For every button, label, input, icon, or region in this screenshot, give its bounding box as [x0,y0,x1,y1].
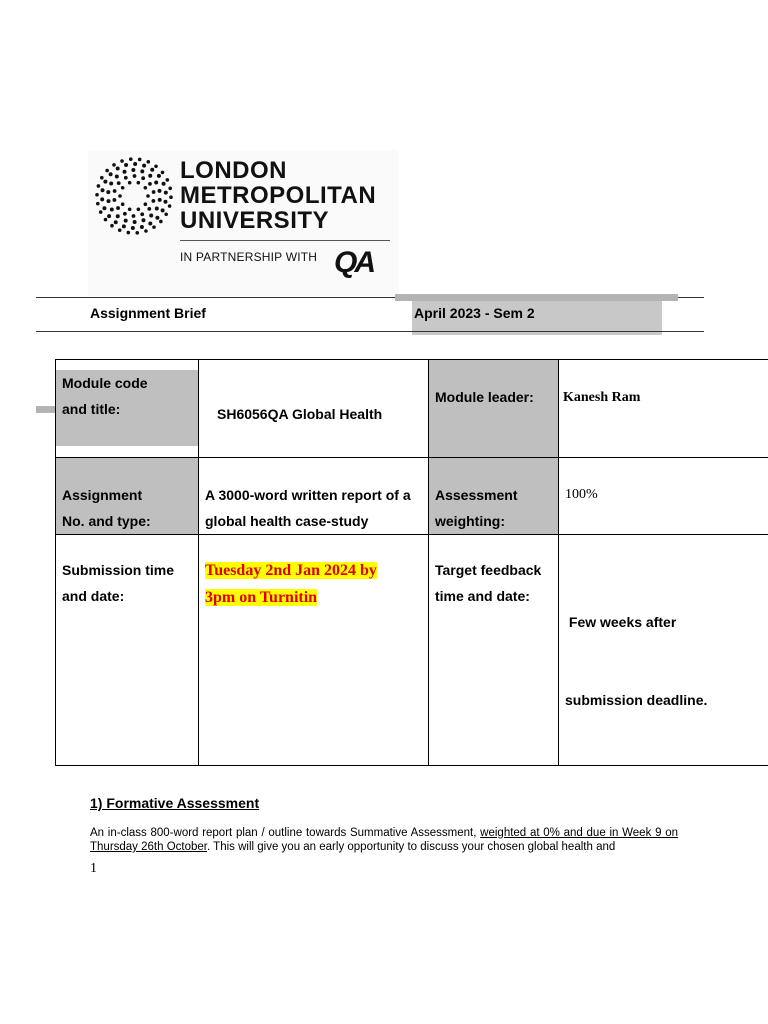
logo-dot [164,212,168,216]
logo-dot [161,208,165,212]
weighting-label-cell [429,458,559,535]
logo-dot [123,212,127,216]
logo-dot [152,190,156,194]
logo-dot [97,184,101,188]
logo-dot [133,162,137,166]
assignment-type-label: No. and type: [62,513,151,529]
table-row [56,535,768,766]
module-leader-label: Module leader: [435,389,534,405]
logo-dot [157,189,161,193]
logo-dot [122,224,126,228]
section-heading: 1) Formative Assessment [90,795,260,811]
logo-dot [140,225,144,229]
logo-dot [100,197,104,201]
document-type-label: Assignment Brief [90,305,206,321]
logo-dot [110,208,114,212]
paragraph-text-end: . This will give you an early opportunity to discuss your chosen global health and [206,841,616,853]
logo-dot [128,181,132,185]
logo-dot [95,193,99,197]
weighting-value-cell [559,458,768,535]
logo-dot [140,169,144,173]
qa-logo: QA [334,246,373,279]
logo-dot [96,202,100,206]
logo-dot [142,164,146,168]
university-logo [88,150,398,296]
logo-dot [121,202,125,206]
logo-dot [146,160,150,164]
logo-dot [154,180,158,184]
logo-dot [148,222,152,226]
logo-dot [148,182,152,186]
logo-dot [158,198,162,202]
assignment-value-cell [199,458,429,535]
logo-dot [124,163,128,167]
semester-label: April 2023 - Sem 2 [412,301,662,335]
module-title-label: and title: [62,401,121,417]
logo-dot [118,228,122,232]
logo-dot [149,214,153,218]
logo-dot [163,200,167,204]
logo-dot [124,219,128,223]
module-value: SH6056QA Global Health [217,406,383,422]
logo-divider [180,240,390,241]
paragraph-text-underlined: weighted at 0% and due in Week 9 on Thursday 26th October [90,827,678,853]
table-row [56,360,768,458]
logo-dot [123,170,127,174]
logo-dot [166,178,170,182]
feedback-label: Target feedback [435,562,542,578]
logo-dot [147,207,151,211]
weighting-value: 100% [565,487,598,502]
assignment-label: Assignment [62,487,143,503]
logo-dot [141,176,145,180]
logo-dot [164,191,168,195]
logo-dot [113,189,117,193]
module-code-label: Module code [62,375,148,391]
section-paragraph [90,826,678,854]
logo-dot [131,168,135,172]
logo-dot [107,199,111,203]
logo-dot [137,181,141,185]
logo-line-university: UNIVERSITY [180,207,330,234]
logo-dot [112,198,116,202]
logo-dot [169,195,173,199]
logo-dot [103,180,107,184]
logo-line-london: LONDON [180,157,287,184]
logo-dot [144,186,148,190]
margin-marker [36,406,56,413]
logo-dot [132,214,136,218]
logo-dot [129,157,133,161]
logo-dot [138,158,142,162]
logo-dot [150,168,154,172]
logo-dot [109,172,113,176]
logo-dot [115,174,119,178]
logo-dot [133,220,137,224]
feedback-value-line1: Few weeks after [565,614,677,630]
assignment-value-line1: A 3000-word written report of a [205,487,411,503]
submission-deadline-line1: Tuesday 2nd Jan 2024 by [205,562,377,579]
logo-dot [146,194,150,198]
feedback-value-line2: submission deadline. [565,692,708,708]
starburst-logo-icon [94,156,174,236]
logo-dot [140,212,144,216]
logo-dot [109,182,113,186]
logo-dot [110,224,114,228]
logo-dot [117,181,121,185]
logo-dot [106,190,110,194]
logo-dot [144,202,148,206]
logo-dot [159,220,163,224]
logo-dot [155,206,159,210]
logo-dot [107,214,111,218]
weighting-sub-label: weighting: [435,513,505,529]
logo-dot [168,187,172,191]
logo-dot [124,176,128,180]
feedback-date-label: time and date: [435,588,530,604]
module-leader-value: Kanesh Ram [563,390,641,405]
logo-dot [168,204,172,208]
paragraph-text-start: An in-class 800-word report plan / outline towards Summative Assessment, [90,827,481,839]
logo-dot [100,176,104,180]
logo-dot [104,218,108,222]
feedback-label-cell [429,535,559,766]
logo-dot [154,164,158,168]
submission-date-label: and date: [62,588,125,604]
logo-dot [127,231,131,235]
module-value-cell [199,360,429,458]
assignment-value-line2: global health case-study [205,513,369,529]
header-grey-strip [395,294,678,301]
assignment-label-cell [56,458,199,535]
logo-dot [116,166,120,170]
submission-label: Submission time [62,562,175,578]
logo-dot [105,169,109,173]
logo-dot [144,229,148,233]
logo-dot [118,194,122,198]
submission-value-cell [199,535,429,766]
logo-dot [133,174,137,178]
module-code-label-cell [56,360,199,458]
logo-dot [131,226,135,230]
logo-dot [148,174,152,178]
page-number: 1 [90,861,97,876]
logo-dot [114,220,118,224]
logo-dot [141,218,145,222]
logo-dot [116,206,120,210]
logo-dot [99,210,103,214]
logo-dot [152,225,156,229]
logo-dot [116,214,120,218]
weighting-label: Assessment [435,487,518,503]
submission-label-cell [56,535,199,766]
table-row [56,458,768,535]
logo-dot [135,231,139,235]
logo-dot [112,163,116,167]
logo-dot [101,188,105,192]
module-leader-label-cell [429,360,559,458]
module-leader-value-cell [559,360,768,458]
logo-dot [137,208,141,212]
header-bottom-rule [36,331,704,332]
logo-line-metropolitan: METROPOLITAN [180,182,377,209]
logo-dot [162,182,166,186]
logo-dot [161,171,165,175]
logo-dot [121,186,125,190]
partnership-text: IN PARTNERSHIP WITH [180,250,318,264]
assignment-info-table [55,359,768,766]
logo-dot [102,206,106,210]
logo-dot [120,159,124,163]
logo-dot [151,199,155,203]
feedback-value-cell [559,535,768,766]
logo-dot [157,174,161,178]
submission-deadline-line2: 3pm on Turnitin [205,589,318,606]
logo-dot [128,208,132,212]
logo-dot [155,216,159,220]
